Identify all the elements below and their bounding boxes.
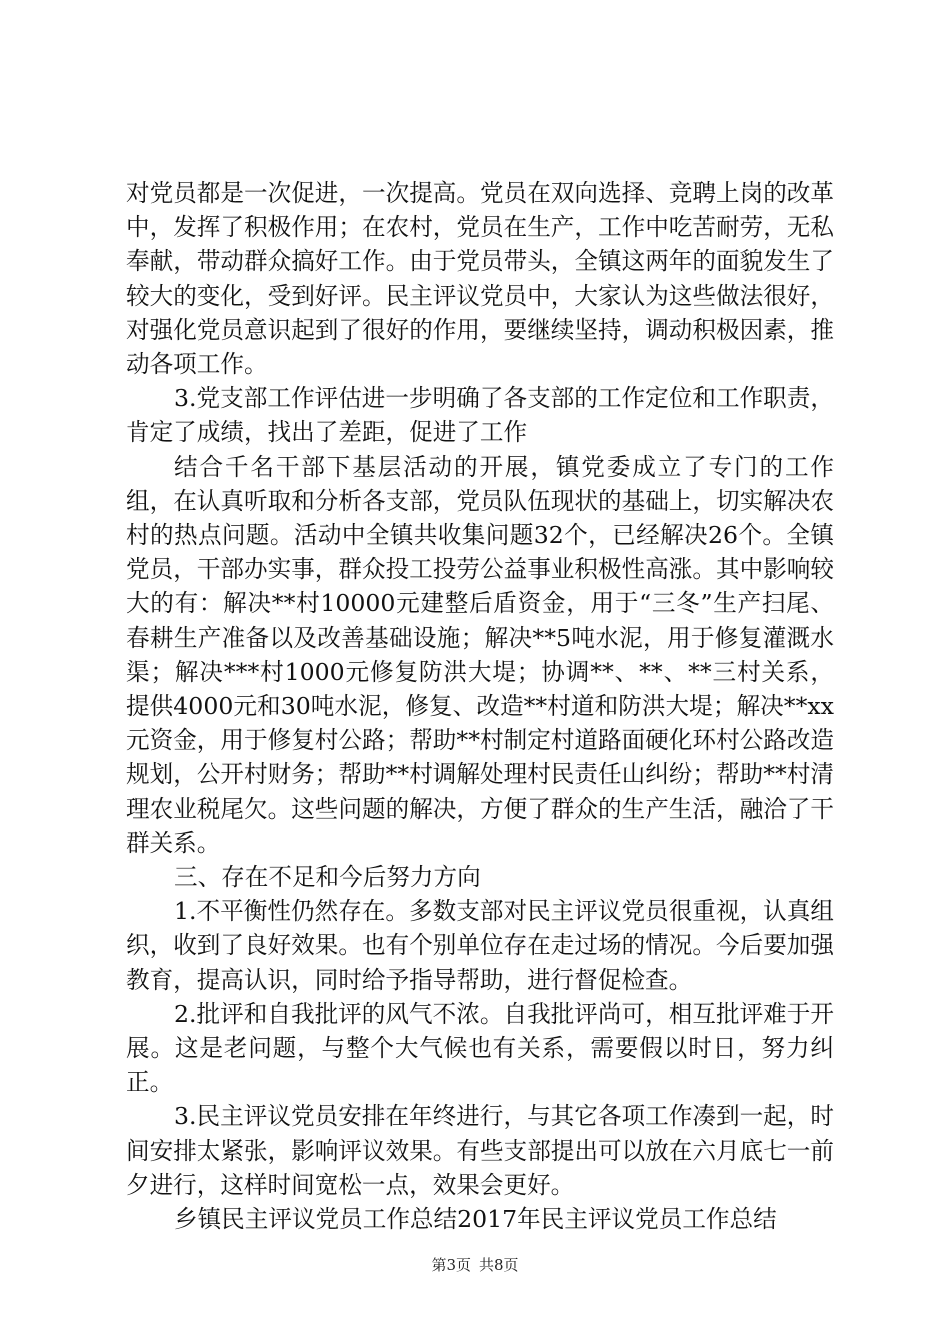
paragraph-point-1: 1.不平衡性仍然存在。多数支部对民主评议党员很重视，认真组织，收到了良好效果。也有个别单位存在走过场的情况。今后要加强教育，提高认识，同时给予指导帮助，进行督促检查。 [126, 897, 834, 994]
document-body [126, 176, 834, 1236]
section-heading-shortcomings: 三、存在不足和今后努力方向 [174, 863, 481, 892]
paragraph-item-3-heading: 3.党支部工作评估进一步明确了各支部的工作定位和工作职责，肯定了成绩，找出了差距，促进了工作 [126, 384, 834, 447]
page-footer [0, 1255, 950, 1275]
page-number-total: 共8页 [479, 1256, 519, 1274]
paragraph-point-2: 2.批评和自我批评的风气不浓。自我批评尚可，相互批评难于开展。这是老问题，与整个大气候也有关系，需要假以时日，努力纠正。 [126, 999, 834, 1097]
paragraph-point-3: 3.民主评议党员安排在年终进行，与其它各项工作凑到一起，时间安排太紧张，影响评议效果。有些支部提出可以放在六月底七一前夕进行，这样时间宽松一点，效果会更好。 [126, 1102, 834, 1199]
paragraph-activity-results: 结合千名干部下基层活动的开展，镇党委成立了专门的工作组，在认真听取和分析各支部，党员队伍现状的基础上，切实解决农村的热点问题。活动中全镇共收集问题32个，已经解决26个。全镇党员，干部办实事，群众投工投劳公益事业积极性高涨。其中影响较大的有：解决**村10000元建整后盾资金，用于“三冬”生产扫尾、春耕生产准备以及改善基础设施；解决**5吨水泥，用于修复灌溉水渠；解决***村1000元修复防洪大堤；协调**、**、**三村关系，提供4000元和30吨水泥，修复、改造**村道和防洪大堤；解决**xx元资金，用于修复村公路；帮助**村制定村道路面硬化环村公路改造规划，公开村财务；帮助**村调解处理村民责任山纠纷；帮助**村清理农业税尾欠。这些问题的解决，方便了群众的生产生活，融洽了干群关系。 [126, 452, 834, 857]
paragraph-closing-title: 乡镇民主评议党员工作总结2017年民主评议党员工作总结 [174, 1205, 777, 1234]
paragraph-continuation: 对党员都是一次促进，一次提高。党员在双向选择、竞聘上岗的改革中，发挥了积极作用；在农村，党员在生产，工作中吃苦耐劳，无私奉献，带动群众搞好工作。由于党员带头，全镇这两年的面貌发生了较大的变化，受到好评。民主评议党员中，大家认为这些做法很好，对强化党员意识起到了很好的作用，要继续坚持，调动积极因素，推动各项工作。 [126, 179, 834, 379]
page-number-current: 第3页 [431, 1256, 471, 1274]
